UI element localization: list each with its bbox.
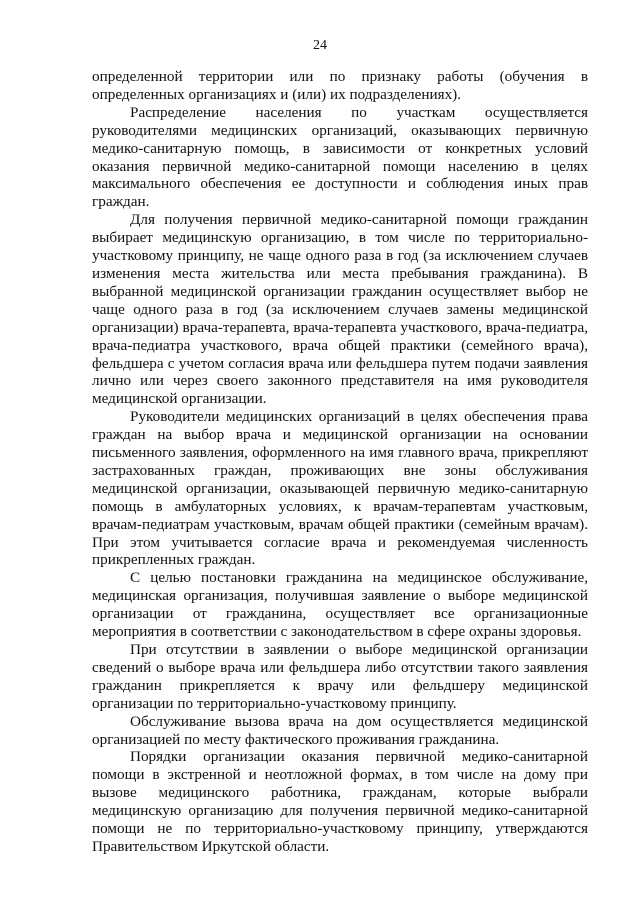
paragraph-procedures: Порядки организации оказания первичной медико-санитарной помощи в экстренной и неотложной формах, в том числе на дому при вызове медицинского работника, гражданам, которые выбрали медицинскую организацию для получения первичной медико-санитарной помощи не по территориально-участковому принципу, утверждаются Правительством Иркутской области. [92,748,588,855]
page-number: 24 [313,38,327,53]
paragraph-attachment-of-citizens: Руководители медицинских организаций в целях обеспечения права граждан на выбор врача и медицинской организации на основании письменного заявления, оформленного на имя главного врача, прикрепляют застрахованных граждан, проживающих вне зоны обслуживания медицинской организации, оказывающей первичную медико-санитарную помощь в амбулаторных условиях, к врачам-терапевтам участковым, врачам-педиатрам участковым, врачам общей практики (семейным врачам). При этом учитывается согласие врача и рекомендуемая численность прикрепленных граждан. [92,408,588,569]
document-body [92,68,588,856]
paragraph-choice-of-organization: Для получения первичной медико-санитарной помощи гражданин выбирает медицинскую организацию, в том числе по территориально-участковому принципу, не чаще одного раза в год (за исключением случаев изменения места жительства или места пребывания гражданина). В выбранной медицинской организации гражданин осуществляет выбор не чаще одного раза в год (за исключением случаев замены медицинской организации) врача-терапевта, врача-терапевта участкового, врача-педиатра, врача-педиатра участкового, врача общей практики (семейного врача), фельдшера с учетом согласия врача или фельдшера путем подачи заявления лично или через своего законного представителя на имя руководителя медицинской организации. [92,211,588,408]
paragraph-registration: С целью постановки гражданина на медицинское обслуживание, медицинская организация, получившая заявление о выборе медицинской организации от гражданина, осуществляет все организационные мероприятия в соответствии с законодательством в сфере охраны здоровья. [92,569,588,641]
paragraph-home-visits: Обслуживание вызова врача на дом осуществляется медицинской организацией по месту фактического проживания гражданина. [92,712,588,748]
paragraph-absence-of-choice: При отсутствии в заявлении о выборе медицинской организации сведений о выборе врача или фельдшера либо отсутствии такого заявления гражданин прикрепляется к врачу или фельдшеру медицинской организации по территориально-участковому принципу. [92,641,588,712]
paragraph-continuation: определенной территории или по признаку работы (обучения в определенных организациях и (или) их подразделениях). [92,68,588,103]
paragraph-population-distribution: Распределение населения по участкам осуществляется руководителями медицинских организаций, оказывающих первичную медико-санитарную помощь, в зависимости от конкретных условий оказания первичной медико-санитарной помощи населению в целях максимального обеспечения ее доступности и соблюдения иных прав граждан. [92,103,588,211]
